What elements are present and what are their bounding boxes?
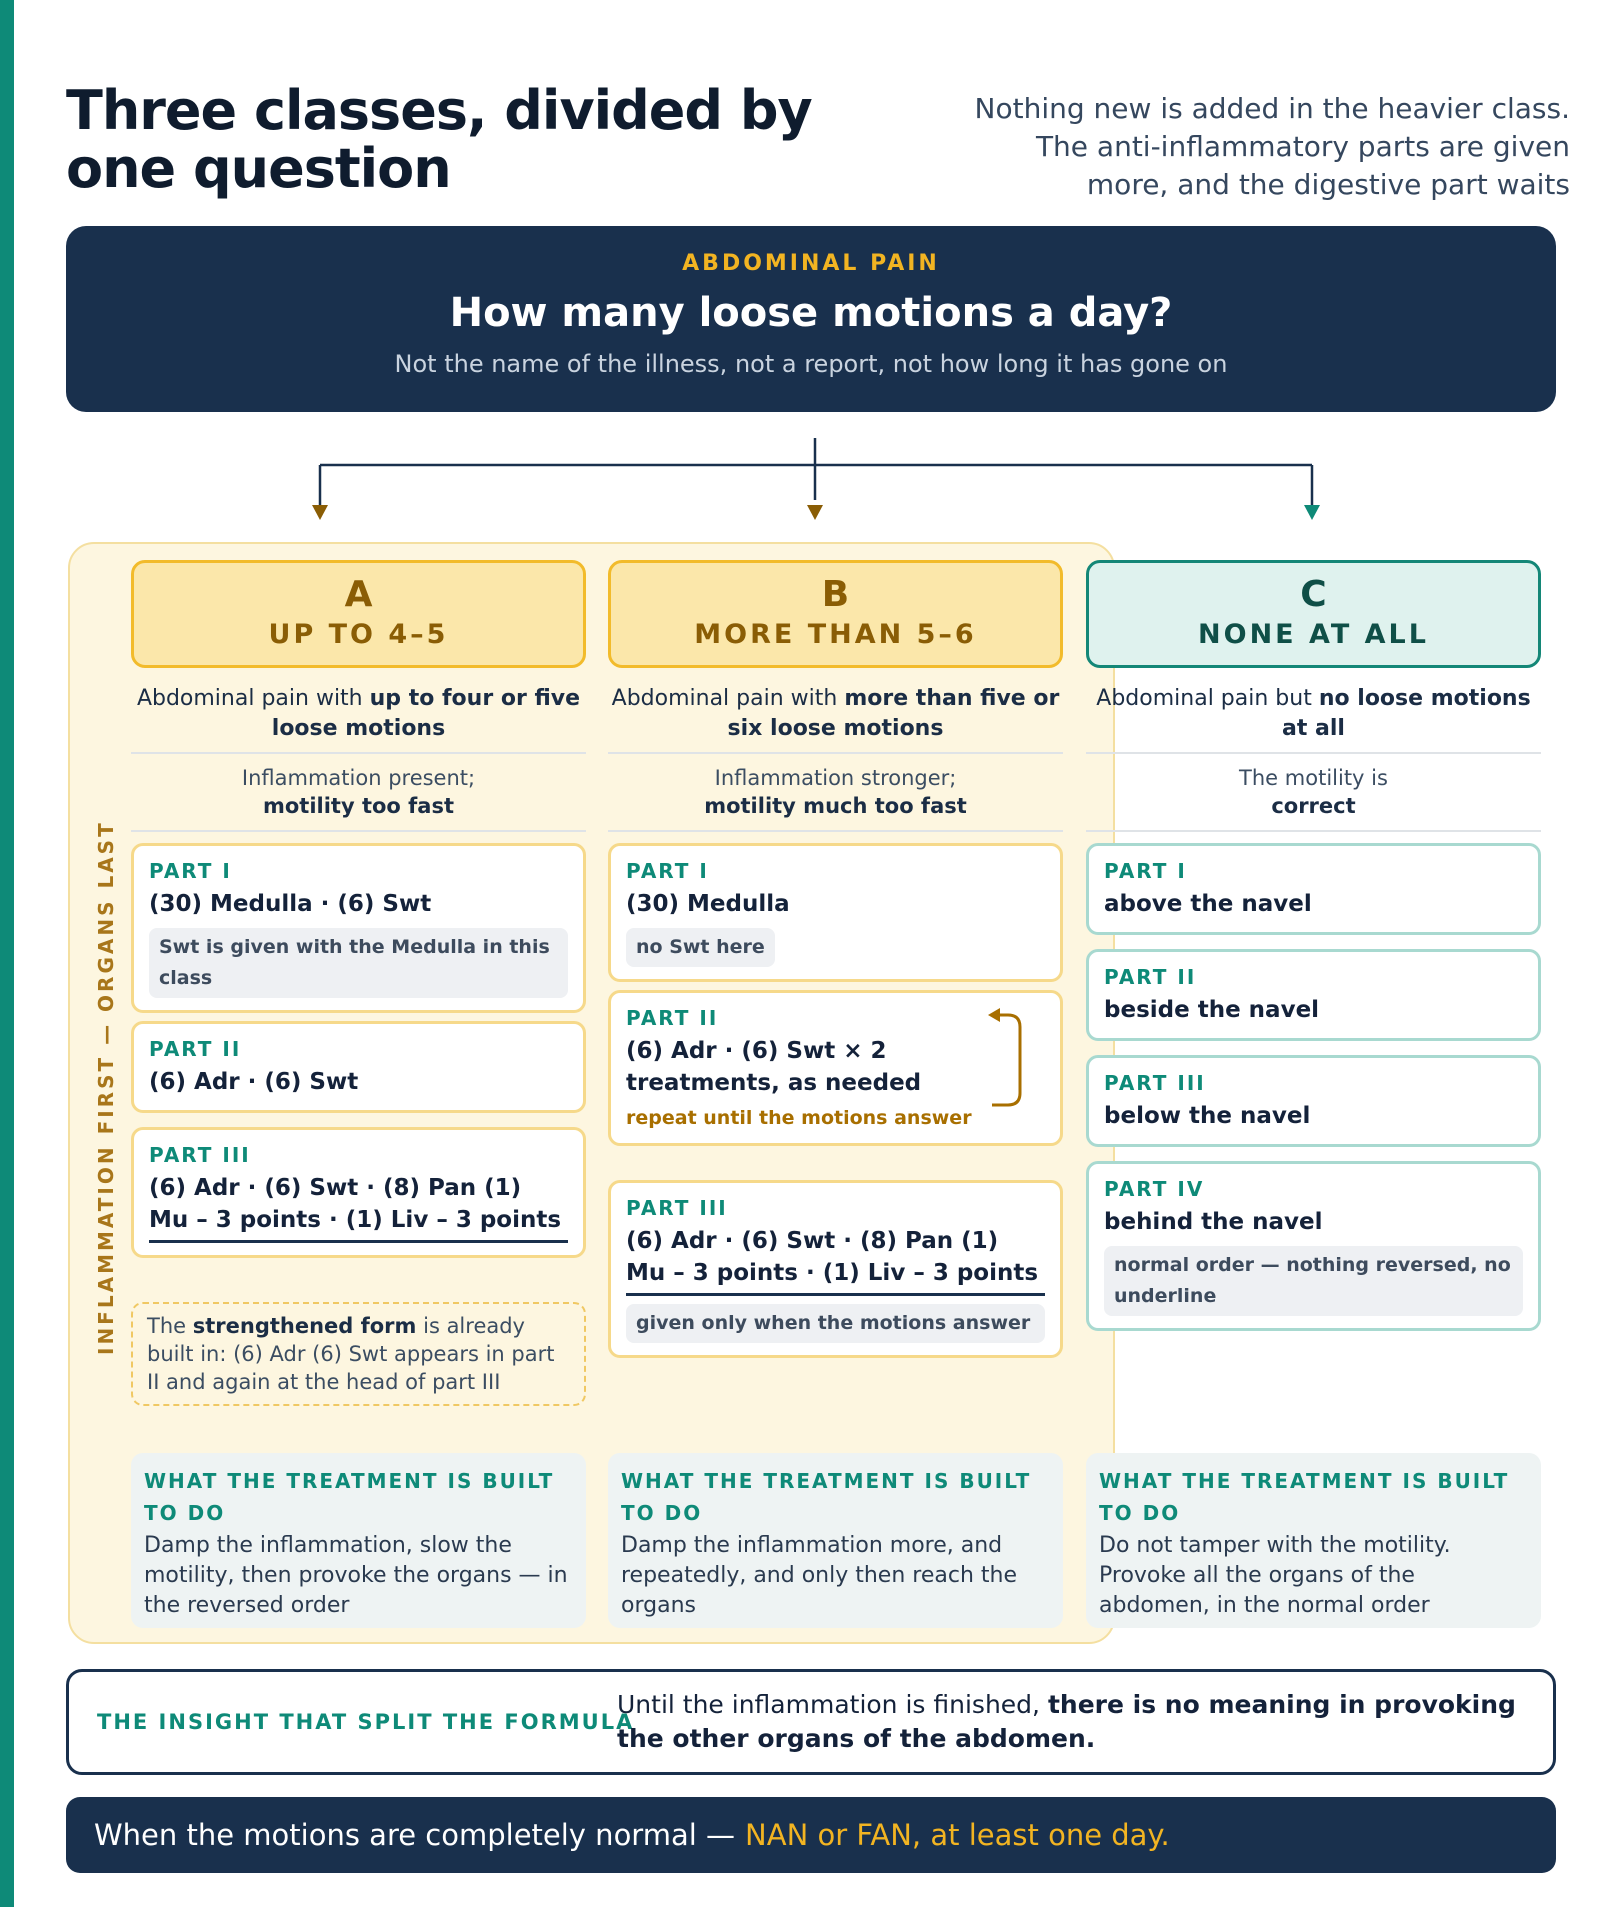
class-state: Inflammation present; motility too fast <box>131 754 586 832</box>
class-name: UP TO 4–5 <box>268 619 449 650</box>
arrow-a-icon <box>312 505 328 520</box>
class-letter: B <box>821 574 850 615</box>
strengthened-form-note: The strengthened form is already built in: (6) Adr (6) Swt appears in part II and again at the head of part III <box>131 1302 586 1406</box>
repeat-loop-icon <box>986 1007 1042 1111</box>
part-label: PART I <box>626 859 709 883</box>
class-b-purpose <box>608 1453 1063 1628</box>
class-description: Abdominal pain with up to four or five loose motions <box>131 668 586 754</box>
branch-connector <box>0 0 1600 540</box>
arrow-b-icon <box>807 505 823 520</box>
part-label: PART II <box>149 1037 242 1061</box>
class-name: NONE AT ALL <box>1198 619 1429 650</box>
class-c-header <box>1086 560 1541 668</box>
part-body: (30) Medulla <box>626 891 790 917</box>
footer-text: When the motions are completely normal — <box>94 1818 736 1852</box>
part-label: PART II <box>1104 965 1197 989</box>
page-title: Three classes, divided by one question <box>66 79 812 200</box>
part-label: PART I <box>1104 859 1187 883</box>
part-note: normal order — nothing reversed, no underline <box>1104 1246 1523 1316</box>
part-body: (6) Adr · (6) Swt × 2 treatments, as needed <box>626 1038 922 1096</box>
class-b-part-2 <box>608 990 1063 1146</box>
class-a-purpose <box>131 1453 586 1628</box>
part-label: PART III <box>1104 1071 1206 1095</box>
part-body: (30) Medulla · (6) Swt <box>149 891 432 917</box>
insight-box <box>66 1669 1556 1775</box>
purpose-text: Damp the inflammation, slow the motility, then provoke the organs — in the reversed order <box>144 1533 568 1618</box>
class-name: MORE THAN 5–6 <box>694 619 977 650</box>
class-b-column <box>608 560 1063 832</box>
purpose-title: WHAT THE TREATMENT IS BUILT TO DO <box>1099 1469 1510 1525</box>
part-body: below the navel <box>1104 1103 1311 1129</box>
part-label: PART III <box>626 1196 728 1220</box>
class-letter: C <box>1300 574 1327 615</box>
part-body: beside the navel <box>1104 997 1320 1023</box>
insight-text: Until the inflammation is finished, there is no meaning in provoking the other organs of the abdomen. <box>617 1690 1516 1753</box>
banner-question: How many loose motions a day? <box>449 290 1173 336</box>
class-a-header <box>131 560 586 668</box>
part-note: Swt is given with the Medulla in this class <box>149 928 568 998</box>
class-description: Abdominal pain but no loose motions at all <box>1086 668 1541 754</box>
class-c-part-4 <box>1086 1161 1541 1331</box>
part-label: PART I <box>149 859 232 883</box>
class-b-part-3 <box>608 1180 1063 1358</box>
footer-banner <box>66 1797 1556 1873</box>
part-body: (6) Adr · (6) Swt · (8) Pan (1) Mu – 3 points · (1) Liv – 3 points <box>626 1225 1045 1296</box>
class-letter: A <box>344 574 373 615</box>
class-a-part-1 <box>131 843 586 1013</box>
part-note: given only when the motions answer <box>626 1304 1045 1343</box>
repeat-note: repeat until the motions answer <box>626 1107 972 1129</box>
part-label: PART IV <box>1104 1177 1205 1201</box>
class-a-part-3 <box>131 1127 586 1258</box>
class-a-column <box>131 560 586 832</box>
part-body: (6) Adr · (6) Swt · (8) Pan (1) Mu – 3 points · (1) Liv – 3 points <box>149 1172 568 1243</box>
class-c-purpose <box>1086 1453 1541 1628</box>
part-label: PART II <box>626 1006 719 1030</box>
arrow-c-icon <box>1304 505 1320 520</box>
class-a-part-2 <box>131 1021 586 1113</box>
class-b-part-1 <box>608 843 1063 982</box>
part-label: PART III <box>149 1143 251 1167</box>
banner-note: Not the name of the illness, not a report, not how long it has gone on <box>394 350 1228 378</box>
part-body: behind the navel <box>1104 1209 1323 1235</box>
class-state: Inflammation stronger; motility much too fast <box>608 754 1063 832</box>
insight-label: THE INSIGHT THAT SPLIT THE FORMULA <box>97 1710 635 1734</box>
page-subtitle: Nothing new is added in the heavier class. The anti-inflammatory parts are given more, and the digestive part waits <box>974 92 1570 201</box>
class-b-header <box>608 560 1063 668</box>
purpose-title: WHAT THE TREATMENT IS BUILT TO DO <box>621 1469 1032 1525</box>
part-body: (6) Adr · (6) Swt <box>149 1069 359 1095</box>
class-state: The motility is correct <box>1086 754 1541 832</box>
class-description: Abdominal pain with more than five or six loose motions <box>608 668 1063 754</box>
purpose-text: Damp the inflammation more, and repeatedly, and only then reach the organs <box>621 1533 1017 1618</box>
part-body: above the navel <box>1104 891 1312 917</box>
purpose-text: Do not tamper with the motility. Provoke all the organs of the abdomen, in the normal order <box>1099 1533 1451 1618</box>
purpose-title: WHAT THE TREATMENT IS BUILT TO DO <box>144 1469 555 1525</box>
side-label: INFLAMMATION FIRST — ORGANS LAST <box>94 820 118 1355</box>
class-c-part-2 <box>1086 949 1541 1041</box>
part-note: no Swt here <box>626 928 775 967</box>
class-c-column <box>1086 560 1541 832</box>
banner-tag: ABDOMINAL PAIN <box>682 251 940 276</box>
class-c-part-1 <box>1086 843 1541 935</box>
class-c-part-3 <box>1086 1055 1541 1147</box>
footer-highlight: NAN or FAN, at least one day. <box>745 1818 1170 1852</box>
